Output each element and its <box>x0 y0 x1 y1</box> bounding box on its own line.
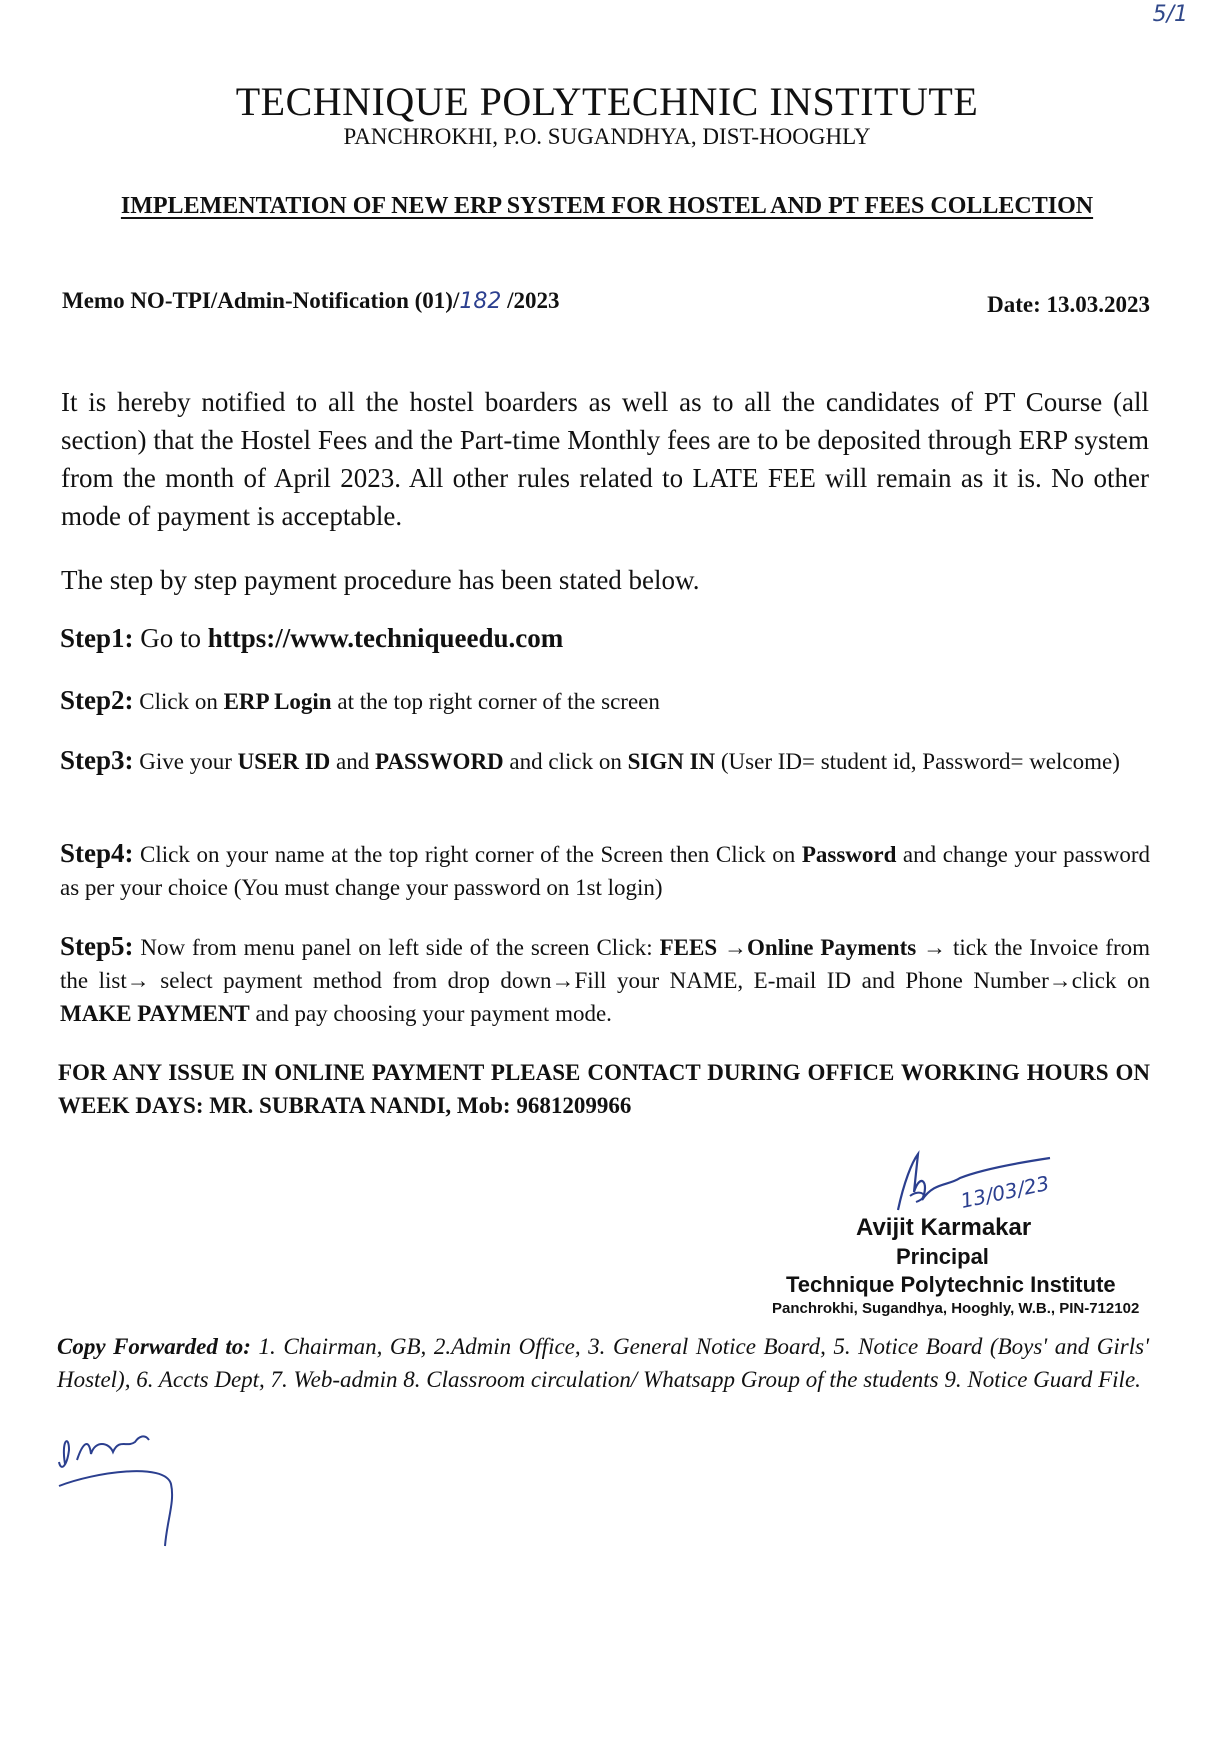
institute-address: PANCHROKHI, P.O. SUGANDHYA, DIST-HOOGHLY <box>343 124 871 149</box>
step-2 <box>60 684 1150 718</box>
institute-name: TECHNIQUE POLYTECHNIC INSTITUTE <box>235 79 979 124</box>
step-5-make-payment: MAKE PAYMENT <box>60 1001 250 1026</box>
step-3-text-b: and <box>330 749 376 774</box>
step-2-label: Step2: <box>60 685 134 715</box>
signatory-name: Avijit Karmakar <box>856 1214 1032 1241</box>
copy-forwarded-label: Copy Forwarded to: <box>57 1334 251 1359</box>
step-5-fees-online: FEES →Online Payments <box>659 935 917 960</box>
step-1 <box>60 622 1150 655</box>
signatory-title: Principal <box>896 1244 989 1269</box>
step-5-text-b: → tick the Invoice from the list→ select payment method from drop down→Fill your NAME, E-mail ID and Phone Number→click on <box>60 935 1150 993</box>
copy-forwarded <box>57 1330 1149 1396</box>
step-3 <box>60 744 1150 778</box>
clerk-initials-signature <box>55 1432 195 1552</box>
signatory-institute: Technique Polytechnic Institute <box>786 1272 1116 1297</box>
step-3-text-a: Give your <box>133 749 238 774</box>
step-4-text-a: Click on your name at the top right corner of the Screen then Click on <box>133 842 802 867</box>
step-3-user-id: USER ID <box>237 749 331 774</box>
step-5 <box>60 930 1150 1030</box>
step-3-text-c: and click on <box>503 749 628 774</box>
step-3-password: PASSWORD <box>375 749 504 774</box>
step-2-text-a: Click on <box>133 689 224 714</box>
memo-prefix: Memo NO-TPI/Admin-Notification (01)/ <box>62 288 460 313</box>
body-paragraph-1: It is hereby notified to all the hostel boarders as well as to all the candidates of PT Course (all section) that the Hostel Fees and the Part-time Monthly fees are to be deposited through ERP system from the month of April 2023. All other rules related to LATE FEE will remain as it is. No other mode of payment is acceptable. <box>61 387 1149 531</box>
step-2-text-b: at the top right corner of the screen <box>331 689 660 714</box>
step-1-label: Step1: <box>60 623 134 653</box>
notice-subject <box>0 193 1214 220</box>
copy-forwarded-list: 1. Chairman, GB, 2.Admin Office, 3. General Notice Board, 5. Notice Board (Boys' and Girls' Hostel), 6. Accts Dept, 7. Web-admin 8. Classroom circulation/ Whatsapp Group of the students 9. Notice Guard File. <box>57 1334 1150 1392</box>
page-number-mark: 5/1 <box>1152 2 1188 27</box>
memo-date: Date: 13.03.2023 <box>987 292 1150 317</box>
step-5-label: Step5: <box>60 931 134 961</box>
step-4-password: Password <box>801 842 897 867</box>
step-1-url: https://www.techniqueedu.com <box>207 623 564 653</box>
step-3-sign-in: SIGN IN <box>627 749 716 774</box>
step-4 <box>60 837 1150 904</box>
subject-text: IMPLEMENTATION OF NEW ERP SYSTEM FOR HOSTEL AND PT FEES COLLECTION <box>120 193 1094 219</box>
memo-handwritten-number: 182 <box>459 289 502 314</box>
step-3-label: Step3: <box>60 745 134 775</box>
step-4-text-b: and change your password as per your choice (You must change your password on 1st login) <box>60 842 1150 900</box>
body-paragraph-2: The step by step payment procedure has been stated below. <box>61 565 700 595</box>
step-3-text-d: (User ID= student id, Password= welcome) <box>715 749 1120 774</box>
signature-handwritten-date: 13/03/23 <box>958 1170 1052 1214</box>
step-5-text-a: Now from menu panel on left side of the screen Click: <box>133 935 660 960</box>
contact-notice: FOR ANY ISSUE IN ONLINE PAYMENT PLEASE CONTACT DURING OFFICE WORKING HOURS ON WEEK DAYS: MR. SUBRATA NANDI, Mob: 9681209966 <box>58 1060 1150 1118</box>
step-1-text: Go to <box>133 623 208 653</box>
memo-number <box>62 288 559 314</box>
memo-suffix: /2023 <box>501 288 560 313</box>
step-4-label: Step4: <box>60 838 134 868</box>
step-2-erp-login: ERP Login <box>223 689 332 714</box>
step-5-text-c: and pay choosing your payment mode. <box>249 1001 612 1026</box>
signatory-address: Panchrokhi, Sugandhya, Hooghly, W.B., PIN-712102 <box>772 1300 1140 1317</box>
